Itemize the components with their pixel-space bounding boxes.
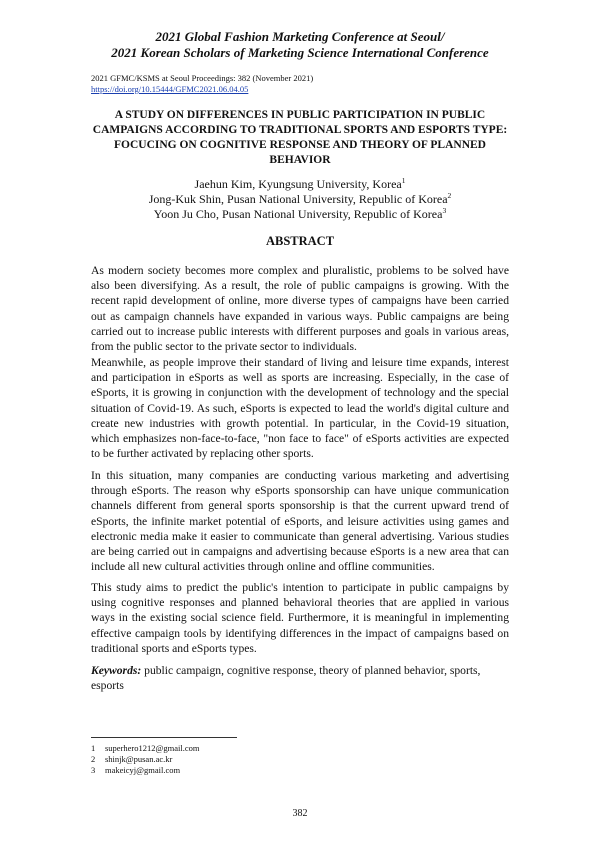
proceedings-citation: 2021 GFMC/KSMS at Seoul Proceedings: 382 (November 2021) <box>91 73 314 83</box>
author-name: Yoon Ju Cho <box>153 207 216 221</box>
author-affiliation: , Pusan National University, Republic of Korea <box>221 192 448 206</box>
abstract-paragraph: As modern society becomes more complex and pluralistic, problems to be solved have also been diversifying. As a result, the role of public campaigns is growing. With the recent rapid development of online, more diverse types of campaigns have been carried out as campaign channels have expanded in various ways. Public campaigns are being carried out to increase public interests with different purposes and goals in various areas, from the public sector to the private sector to individuals. <box>91 264 509 354</box>
paper-title: A STUDY ON DIFFERENCES IN PUBLIC PARTICIPATION IN PUBLIC CAMPAIGNS ACCORDING TO TRADITIONAL SPORTS AND ESPORTS TYPE: FOCUCING ON COGNITIVE RESPONSE AND THEORY OF PLANNED BEHAVIOR <box>92 109 508 166</box>
footnote-marker[interactable]: 1 <box>401 176 406 185</box>
conference-header-line1: 2021 Global Fashion Marketing Conference at Seoul/ <box>155 29 445 44</box>
footnote-marker[interactable]: 3 <box>442 206 447 215</box>
conference-header-line2: 2021 Korean Scholars of Marketing Science International Conference <box>111 45 489 60</box>
keywords-label: Keywords: <box>91 664 142 677</box>
footnote-number: 3 <box>91 765 96 775</box>
footnote <box>91 754 172 764</box>
footnote <box>91 743 199 753</box>
footnote-email[interactable]: makeicyj@gmail.com <box>105 765 181 775</box>
author-name: Jong-Kuk Shin <box>148 192 222 206</box>
keywords-text: public campaign, cognitive response, theory of planned behavior, sports, esports <box>91 664 481 693</box>
footnote-divider <box>91 737 237 738</box>
footnote-email[interactable]: shinjk@pusan.ac.kr <box>105 754 173 764</box>
author-name: Jaehun Kim <box>194 177 253 191</box>
abstract-paragraph: In this situation, many companies are conducting various marketing and advertising through eSports. The reason why eSports sponsorship can have unique communication channels different from general sports sponsorship is that the current upward trend of eSports, the infinite market potential of eSports, and leisure activities using games and electronic media make it easier to communicate than general advertising. Various studies are being carried out in campaigns and advertising because eSports is a new area that can include all new cultural activities through online and offline communities. <box>91 469 509 574</box>
footnote-marker[interactable]: 2 <box>447 191 452 200</box>
author-affiliation: , Pusan National University, Republic of Korea <box>215 207 443 221</box>
footnote-email[interactable]: superhero1212@gmail.com <box>105 743 200 753</box>
footnote-number: 1 <box>91 743 96 753</box>
abstract-paragraph: Meanwhile, as people improve their standard of living and leisure time expands, interest and participation in eSports as well as sports are increasing. Especially, in the case of eSports, it is growing in conjunction with the development of technology and the special situation of Covid-19. As such, eSports is expected to lead the world's digital culture and create new industries with growth potential. In particular, in the Covid-19 situation, which emphasizes non-face-to-face, "non face to face" of eSports activities are expected to be further activated by replacing other sports. <box>91 356 509 461</box>
page-number: 382 <box>292 808 308 819</box>
author-line <box>0 177 600 192</box>
author-line <box>0 207 600 222</box>
author-affiliation: , Kyungsung University, Korea <box>252 177 402 191</box>
abstract-heading: ABSTRACT <box>265 234 335 248</box>
author-line <box>0 192 600 207</box>
footnote <box>91 765 180 775</box>
keywords <box>91 663 509 693</box>
abstract-paragraph: This study aims to predict the public's intention to participate in public campaigns by using cognitive responses and planned behavioral theories that are applied in various ways in the existing social science field. Furthermore, it is meaningful in implementing effective campaign tools by identifying differences in the impact of campaigns based on traditional sports and eSports types. <box>91 581 509 655</box>
doi-link[interactable]: https://doi.org/10.15444/GFMC2021.06.04.05 <box>91 84 249 94</box>
footnote-number: 2 <box>91 754 96 764</box>
